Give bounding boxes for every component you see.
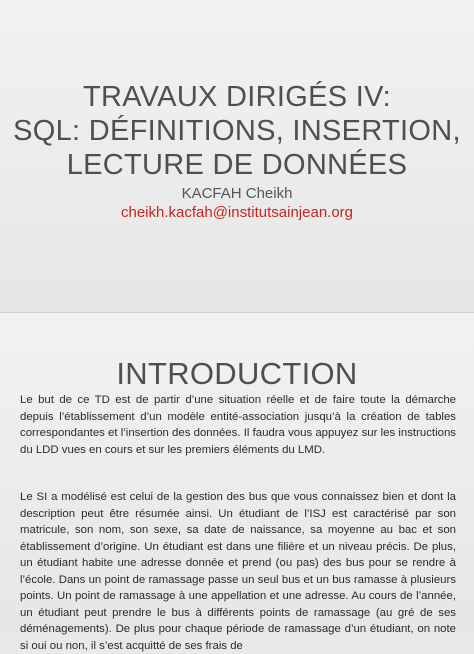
section-heading: INTRODUCTION	[116, 356, 358, 391]
intro-paragraph-1: Le but de ce TD est de partir d’une situation réelle et de faire toute la démarche depuis l’établissement d’un modèle entité-association jusqu’à la création de tables correspondantes et l’insertion des données. Il faudra vous appuyez sur les instructions du LDD vues en cours et sur les premiers éléments du LMD.	[20, 394, 456, 456]
title-slide	[0, 0, 474, 313]
slide-title-line-1: TRAVAUX DIRIGÉS IV:	[82, 81, 392, 113]
slide-title-line-3: LECTURE DE DONNÉES	[66, 149, 408, 181]
introduction-slide	[0, 313, 474, 652]
author-name: KACFAH Cheikh	[181, 185, 293, 202]
author-email: cheikh.kacfah@institutsainjean.org	[120, 204, 354, 221]
intro-paragraph-2: Le SI a modélisé est celui de la gestion des bus que vous connaissez bien et dont la description peut être résumée ainsi. Un étudiant de l’ISJ est caractérisé par son matricule, son nom, son sexe, sa date de naissance, sa moyenne au bac et son établissement d’origine. Un étudiant est dans une filière et un niveau précis. De plus, un étudiant habite une adresse donnée et prend (ou pas) des bus pour se rendre à l’école. Dans un point de ramassage passe un seul bus et un bus ramasse à plusieurs points. Un point de ramassage à une appellation et une adresse. Au cours de l’année, un étudiant peut prendre le bus à différents points de ramassage (au gré de ses déménagements). De plus pour chaque période de ramassage d’un étudiant, on note si oui ou non, il s’est acquitté de ses frais de	[20, 491, 456, 652]
slide-title-line-2: SQL: DÉFINITIONS, INSERTION,	[13, 115, 461, 147]
